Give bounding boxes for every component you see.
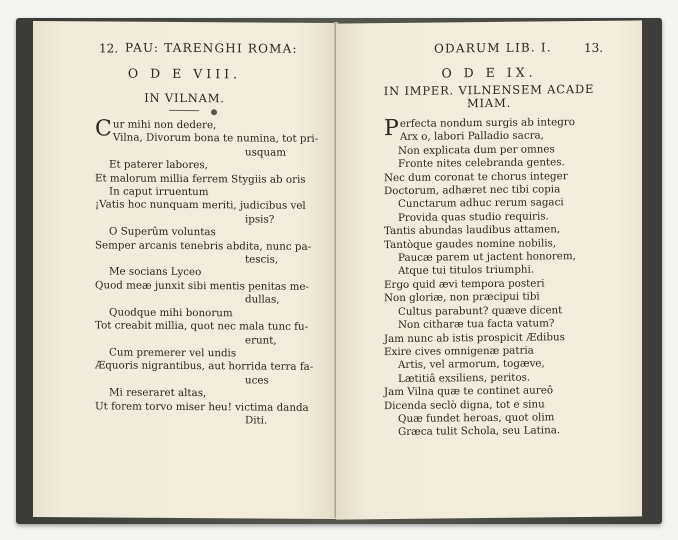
verse-line: Diti.: [245, 414, 268, 427]
verse-line: Paucæ parem ut jactent honorem,: [398, 250, 576, 265]
verse-line: Vilna, Divorum bona te numina, tot pri-: [112, 131, 319, 146]
verse-line: uces: [245, 374, 269, 387]
verse-line: usquam: [245, 146, 287, 159]
left-page: [33, 21, 336, 519]
verse-line: Fronte nites celebranda gentes.: [398, 156, 565, 171]
right-running-head: ODARUM LIB. I.: [434, 40, 552, 56]
verse-line: In caput irruentum: [109, 185, 209, 199]
verse-line: Æquoris nigrantibus, aut horrida terra fa-: [95, 359, 314, 374]
verse-line: Quæ fundet heroas, quot olim: [398, 411, 555, 425]
left-ode-title: O D E VIII.: [127, 65, 242, 82]
right-page: [336, 20, 642, 519]
verse-line: Et paterer labores,: [109, 158, 208, 172]
verse-line: Non explicata dum per omnes: [398, 143, 555, 157]
right-ode-title: O D E IX.: [441, 64, 537, 81]
verse-line: Mi reseraret altas,: [109, 386, 207, 400]
verse-line: Tot creabit millia, quot nec mala tunc fu-: [95, 319, 309, 333]
verse-line: Cunctarum adhuc rerum sagaci: [398, 196, 564, 211]
verse-line: ur mihi non dedere,: [112, 118, 217, 132]
left-running-head: PAU: TARENGHI ROMA:: [125, 40, 298, 56]
verse-line: Græca tulit Schola, seu Latina.: [398, 424, 561, 439]
verse-line: Jam nunc ab istis prospicit Ædibus: [384, 330, 565, 345]
right-page-number: 13.: [584, 40, 604, 56]
verse-line: Jam Vilna quæ te continet aureô: [384, 384, 554, 399]
verse-line: Cum premerer vel undis: [109, 346, 237, 360]
verse-line: Dicenda seclò digna, tot e sinu: [384, 397, 545, 412]
verse-line: Cultus parabunt? quæve dicent: [398, 303, 563, 318]
verse-line: Atque tui titulos triumphi.: [398, 263, 535, 278]
verse-line: Provida quas studio requiris.: [398, 210, 549, 224]
verse-line: Non gloriæ, non præcipui tibi: [384, 290, 540, 305]
left-subtitle: IN VILNAM.: [144, 90, 225, 106]
verse-line: erfecta nondum surgis ab integro: [399, 116, 575, 130]
right-subtitle-line2: MIAM.: [466, 95, 512, 111]
verse-line: Semper arcanis tenebris abdita, nunc pa-: [95, 239, 312, 253]
verse-line: tescis,: [245, 253, 279, 266]
left-poem: [95, 118, 335, 428]
verse-line: ipsis?: [245, 213, 275, 226]
verse-line: Artis, vel armorum, togæve,: [398, 357, 545, 372]
verse-line: dullas,: [245, 293, 280, 306]
verse-line: Nec dum coronat te chorus integer: [384, 169, 568, 184]
verse-line: O Superûm voluntas: [109, 225, 216, 239]
left-dropcap: C: [95, 116, 112, 142]
verse-line: Tantòque gaudes nomine nobilis,: [384, 236, 557, 251]
verse-line: Doctorum, adhæret nec tibi copia: [384, 183, 561, 198]
right-poem: [384, 115, 639, 439]
verse-line: Ergo quid ævi tempora posteri: [384, 277, 545, 291]
verse-line: Exire cives omnigenæ patria: [384, 344, 534, 359]
ink-spot: [211, 109, 217, 115]
verse-line: Quod meæ junxit sibi mentis penitas me-: [95, 279, 309, 293]
right-subtitle-line1: IN IMPER. VILNENSEM ACADE: [383, 81, 595, 99]
verse-line: Tantis abundas laudibus attamen,: [384, 223, 561, 238]
left-page-number: 12.: [99, 41, 119, 56]
verse-line: Ut forem torvo miser heu! victima danda: [95, 399, 309, 414]
verse-line: Quodque mihi bonorum: [109, 306, 233, 320]
verse-line: Non citharæ tua facta vatum?: [398, 317, 555, 332]
verse-line: Lætitiâ exsiliens, peritos.: [398, 371, 531, 385]
verse-line: Arx o, labori Palladio sacra,: [399, 129, 544, 144]
right-dropcap: P: [384, 115, 399, 142]
verse-line: Me socians Lyceo: [109, 265, 202, 279]
left-title-rule: [169, 110, 199, 111]
verse-line: erunt,: [245, 333, 277, 347]
verse-line: ¡Vatis hoc nunquam meriti, judicibus vel: [95, 198, 306, 213]
verse-line: Et malorum millia ferrem Stygiis ab oris: [95, 172, 306, 186]
